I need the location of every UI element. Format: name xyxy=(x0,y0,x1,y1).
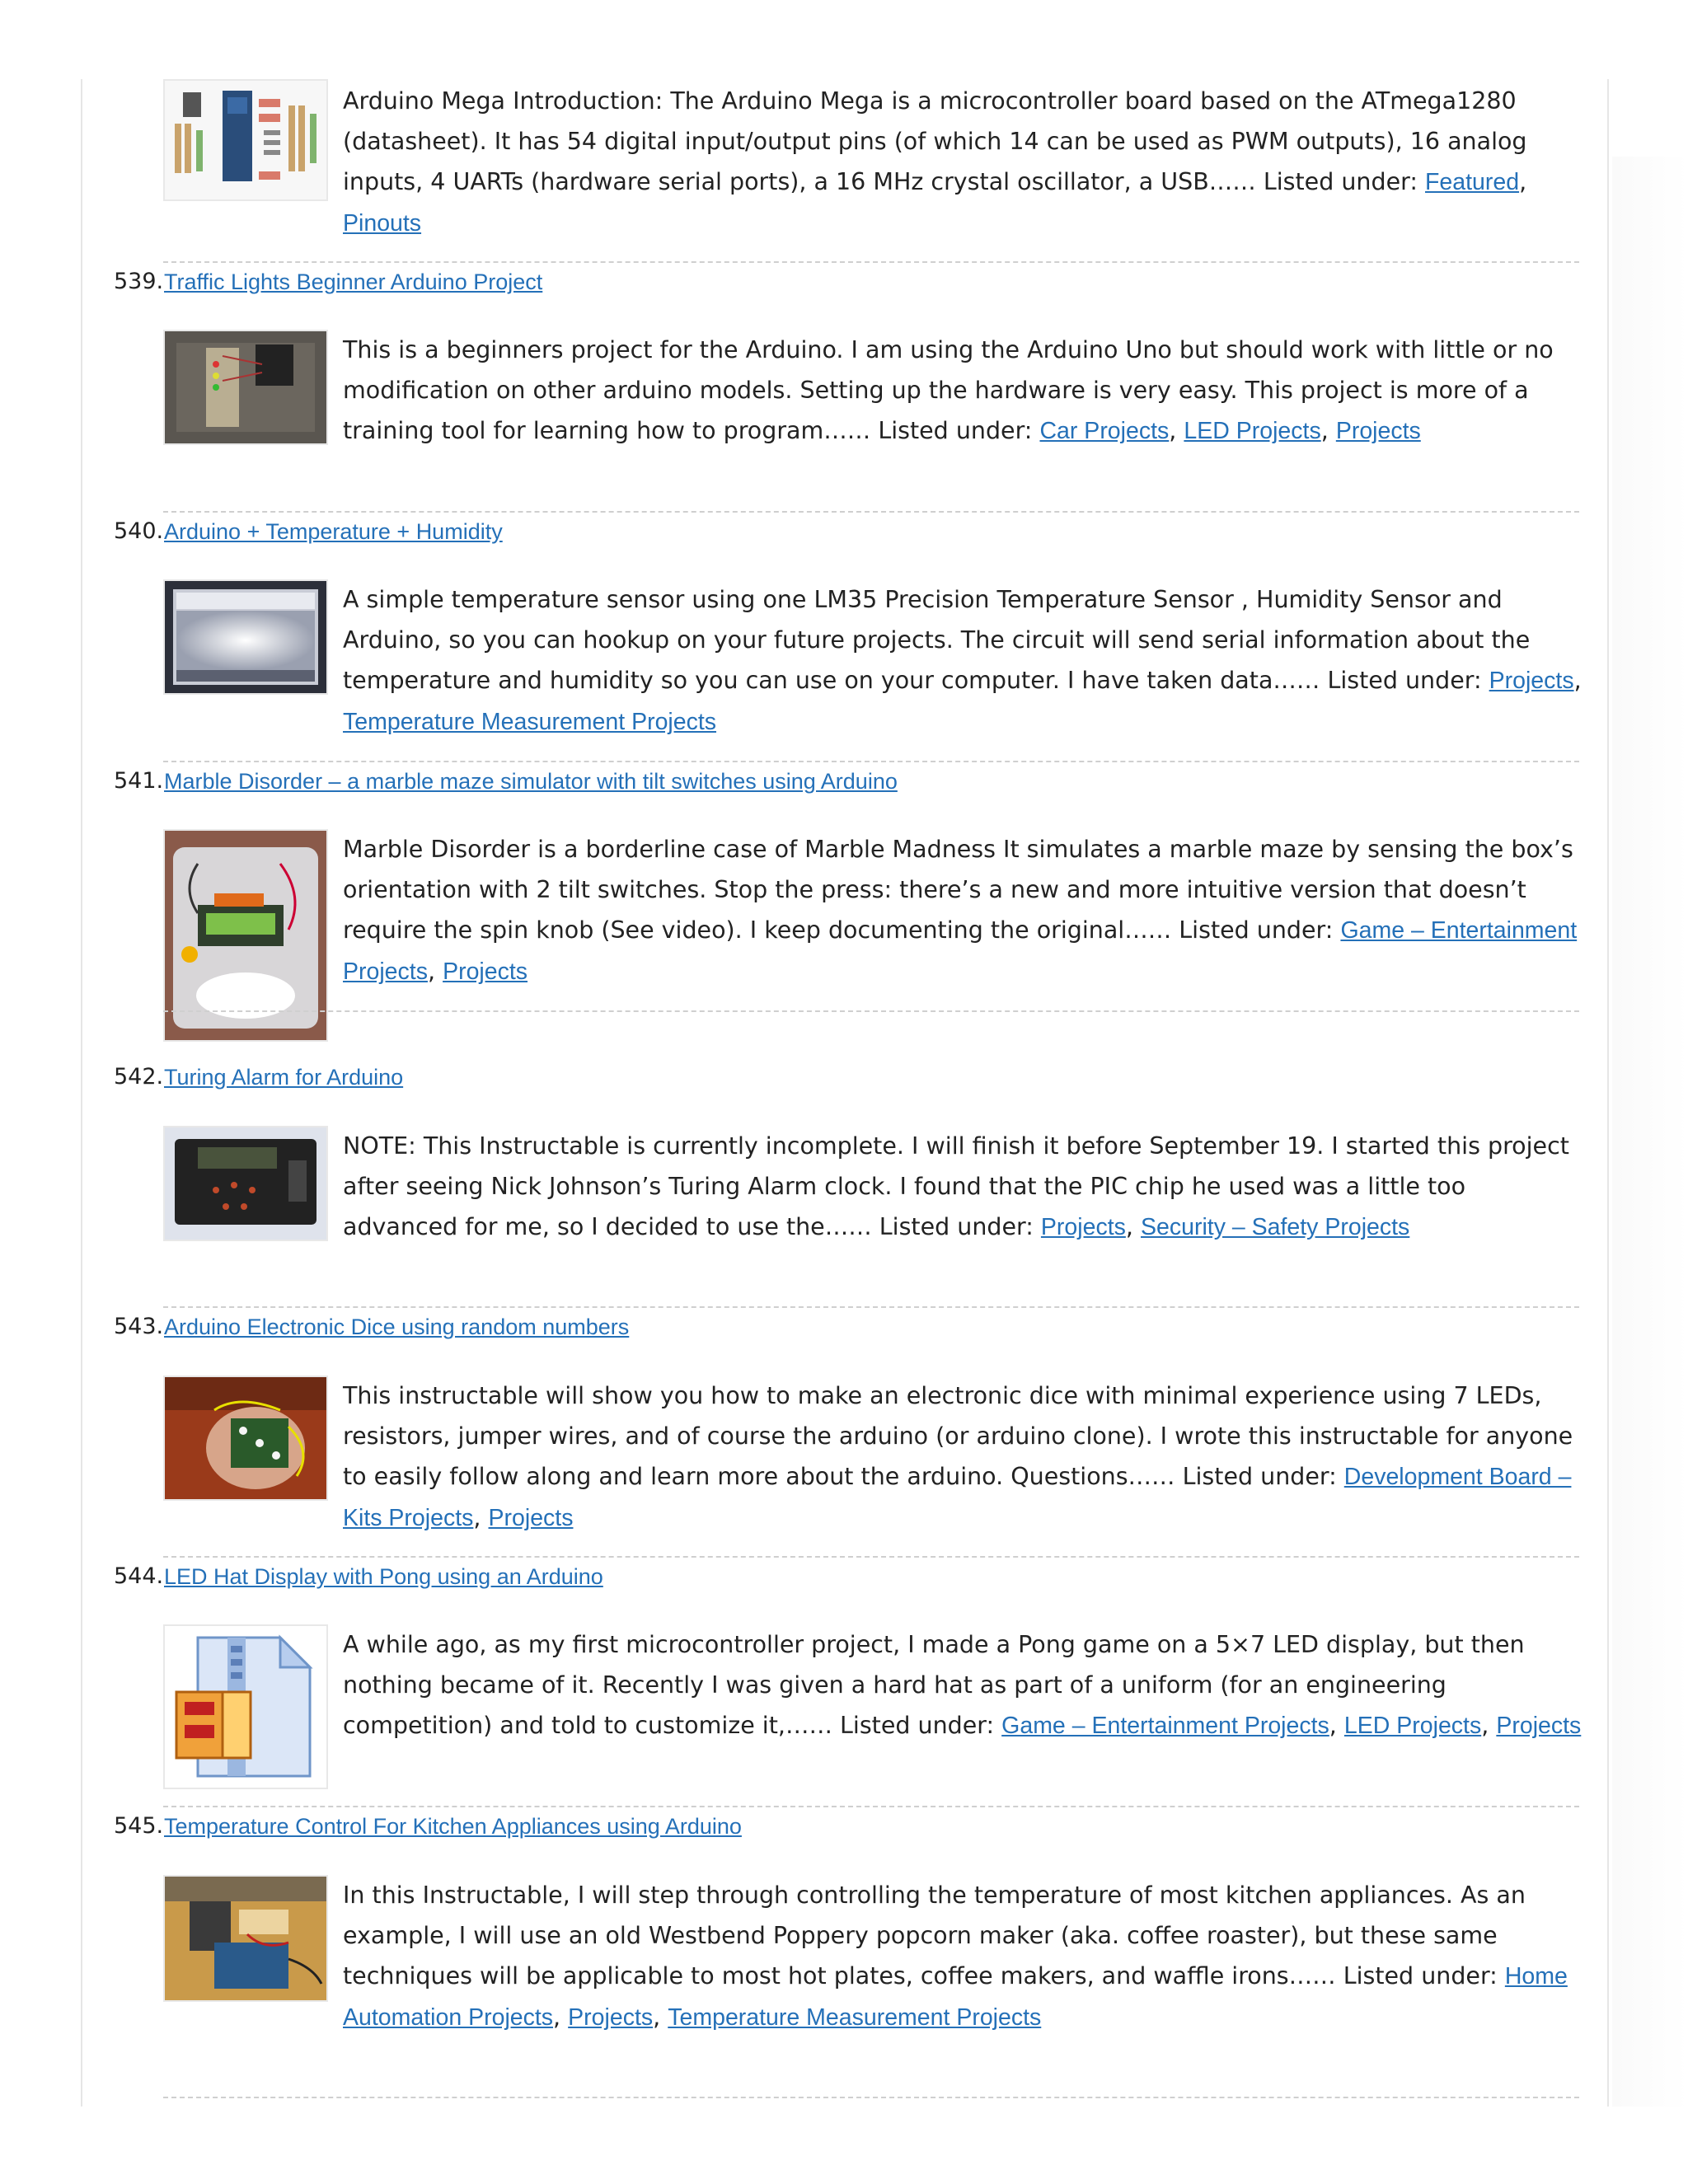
entry-title-link[interactable]: Marble Disorder – a marble maze simulator with tilt switches using Arduino xyxy=(164,769,898,794)
category-link[interactable]: LED Projects xyxy=(1343,1713,1482,1739)
entry-thumbnail[interactable] xyxy=(163,1624,328,1789)
description-text: Arduino Mega Introduction: The Arduino Mega is a microcontroller board based on the ATmega1280 (datasheet). It has 54 digital input/output pins (of which 14 can be used as PWM outputs), 16 analog inputs, 4 UARTs (hardware serial ports), a 16 MHz crystal oscillator, a USB…… xyxy=(343,87,1527,195)
entry-title-link[interactable]: LED Hat Display with Pong using an Arduino xyxy=(164,1564,603,1589)
entry-description: Arduino Mega Introduction: The Arduino Mega is a microcontroller board based on the ATmega1280 (datasheet). It has 54 digital input/output pins (of which 14 can be used as PWM outputs), 16 analog inputs, 4 UARTs (hardware serial ports), a 16 MHz crystal oscillator, a USB…… Listed under: Featured, Pinouts xyxy=(343,87,1527,237)
entry-number: 542. xyxy=(114,1064,164,1090)
entry-title-link[interactable]: Turing Alarm for Arduino xyxy=(164,1065,404,1090)
divider xyxy=(163,1306,1579,1308)
entry-description: A simple temperature sensor using one LM35 Precision Temperature Sensor , Humidity Sensor and Arduino, so you can hookup on your future projects. The circuit will send serial information about the temperature and humidity so you can use on your computer. I have taken data…… Listed under: Projects, Temperature Measurement Projects xyxy=(343,586,1582,735)
category-link[interactable]: Car Projects xyxy=(1039,418,1170,444)
divider xyxy=(163,511,1579,513)
entry-description: This instructable will show you how to make an electronic dice with minimal experience using 7 LEDs, resistors, jumper wires, and of course the arduino (or arduino clone). I wrote this instructable for anyone to easily follow along and learn more about the arduino. Questions…… Listed under: Development Board – Kits Projects, Projects xyxy=(343,1382,1573,1531)
description-text: In this Instructable, I will step through controlling the temperature of most kitchen appliances. As an example, I will use an old Westbend Poppery popcorn maker (aka. coffee roaster), but these same techniques will be applicable to most hot plates, coffee makers, and waffle irons…… xyxy=(343,1882,1526,1990)
category-link[interactable]: Projects xyxy=(1040,1214,1126,1240)
entry-number: 544. xyxy=(114,1563,164,1589)
listed-under-label: Listed under: xyxy=(1182,1463,1337,1490)
description-text: NOTE: This Instructable is currently incomplete. I will finish it before September 19. I started this project after seeing Nick Johnson’s Turing Alarm clock. I found that the PIC chip he used was a little too advanced for me, so I decided to use the…… xyxy=(343,1132,1569,1240)
listed-under-label: Listed under: xyxy=(1263,168,1418,195)
listed-under-label: Listed under: xyxy=(879,1213,1034,1240)
entry-title-link[interactable]: Arduino Electronic Dice using random numbers xyxy=(164,1315,630,1339)
category-link[interactable]: Home Automation Projects xyxy=(343,1963,1568,2031)
entry-description: In this Instructable, I will step through controlling the temperature of most kitchen appliances. As an example, I will use an old Westbend Poppery popcorn maker (aka. coffee roaster), but these same techniques will be applicable to most hot plates, coffee makers, and waffle irons…… Listed under: Home Automation Projects, Projects, Temperature Measurement Projects xyxy=(343,1882,1568,2031)
description-text: This instructable will show you how to make an electronic dice with minimal experience using 7 LEDs, resistors, jumper wires, and of course the arduino (or arduino clone). I wrote this instructable for anyone to easily follow along and learn more about the arduino. Questions…… xyxy=(343,1382,1573,1490)
listed-under-label: Listed under: xyxy=(878,417,1033,444)
category-link[interactable]: Projects xyxy=(1489,668,1574,694)
category-link[interactable]: Game – Entertainment Projects xyxy=(343,917,1578,985)
entry-description: NOTE: This Instructable is currently incomplete. I will finish it before September 19. I started this project after seeing Nick Johnson’s Turing Alarm clock. I found that the PIC chip he used was a little too advanced for me, so I decided to use the…… Listed under: Projects, Security – Safety Projects xyxy=(343,1132,1569,1240)
sidebar-background xyxy=(1612,157,1688,2107)
entry-description: A while ago, as my first microcontroller project, I made a Pong game on a 5×7 LED display, but then nothing became of it. Recently I was given a hard hat as part of a uniform (for an engineering competition) and told to customize it,…… Listed under: Game – Entertainment Projects, LED Projects, Projects xyxy=(343,1631,1582,1739)
category-link[interactable]: Temperature Measurement Projects xyxy=(668,2004,1042,2031)
entry-thumbnail[interactable] xyxy=(163,79,328,201)
description-text: This is a beginners project for the Arduino. I am using the Arduino Uno but should work with little or no modification on other arduino models. Setting up the hardware is very easy. This project is more of a training tool for learning how to program…… xyxy=(343,336,1554,444)
entry-title-link[interactable]: Arduino + Temperature + Humidity xyxy=(164,519,503,544)
entry-thumbnail[interactable] xyxy=(163,1875,328,2002)
entry-title-link[interactable]: Traffic Lights Beginner Arduino Project xyxy=(164,269,543,294)
listed-under-label: Listed under: xyxy=(1179,916,1334,944)
description-text: A while ago, as my first microcontroller project, I made a Pong game on a 5×7 LED display, but then nothing became of it. Recently I was given a hard hat as part of a uniform (for an engineering competition) and told to customize it,…… xyxy=(343,1631,1525,1739)
entry-number: 545. xyxy=(114,1813,164,1839)
zip-archive-file-icon xyxy=(165,1626,326,1788)
divider xyxy=(163,1010,1579,1012)
entry-thumbnail[interactable] xyxy=(163,579,328,695)
category-link[interactable]: Projects xyxy=(568,2004,654,2031)
divider xyxy=(163,2097,1579,2098)
category-link[interactable]: Pinouts xyxy=(343,210,422,237)
category-link[interactable]: Projects xyxy=(488,1505,574,1531)
entry-number: 540. xyxy=(114,518,164,544)
entry-number: 543. xyxy=(114,1314,164,1339)
entry-number: 541. xyxy=(114,768,164,794)
category-link[interactable]: Game – Entertainment Projects xyxy=(1001,1713,1329,1739)
entry-number: 539. xyxy=(114,269,164,294)
listed-under-label: Listed under: xyxy=(1343,1962,1498,1990)
entry-description: Marble Disorder is a borderline case of Marble Madness It simulates a marble maze by sensing the box’s orientation with 2 tilt switches. Stop the press: there’s a new and more intuitive version that doesn’t require the spin knob (See video). I keep documenting the original…… Listed under: Game – Entertainment Projects, Projects xyxy=(343,836,1578,985)
entry-title-link[interactable]: Temperature Control For Kitchen Appliances using Arduino xyxy=(164,1814,742,1839)
category-link[interactable]: LED Projects xyxy=(1184,418,1321,444)
category-link[interactable]: Temperature Measurement Projects xyxy=(343,709,717,735)
divider xyxy=(163,1556,1579,1558)
description-text: Marble Disorder is a borderline case of Marble Madness It simulates a marble maze by sensing the box’s orientation with 2 tilt switches. Stop the press: there’s a new and more intuitive version that doesn’t require the spin knob (See video). I keep documenting the original…… xyxy=(343,836,1573,944)
divider xyxy=(163,1806,1579,1807)
listed-under-label: Listed under: xyxy=(1327,667,1482,694)
category-link[interactable]: Projects xyxy=(1496,1713,1582,1739)
divider xyxy=(163,761,1579,762)
description-text: A simple temperature sensor using one LM35 Precision Temperature Sensor , Humidity Sensor and Arduino, so you can hookup on your future projects. The circuit will send serial information about the temperature and humidity so you can use on your computer. I have taken data…… xyxy=(343,586,1531,694)
listed-under-label: Listed under: xyxy=(840,1712,995,1739)
category-link[interactable]: Featured xyxy=(1425,169,1520,195)
category-link[interactable]: Security – Safety Projects xyxy=(1141,1214,1410,1240)
entry-thumbnail[interactable] xyxy=(163,330,328,445)
category-link[interactable]: Development Board – Kits Projects xyxy=(343,1464,1572,1531)
category-link[interactable]: Projects xyxy=(443,958,528,985)
entry-description: This is a beginners project for the Arduino. I am using the Arduino Uno but should work with little or no modification on other arduino models. Setting up the hardware is very easy. This project is more of a training tool for learning how to program…… Listed under: Car Projects, LED Projects, Projects xyxy=(343,336,1554,444)
entry-thumbnail[interactable] xyxy=(163,1126,328,1241)
divider xyxy=(163,261,1579,263)
category-link[interactable]: Projects xyxy=(1335,418,1421,444)
entry-thumbnail[interactable] xyxy=(163,1376,328,1501)
